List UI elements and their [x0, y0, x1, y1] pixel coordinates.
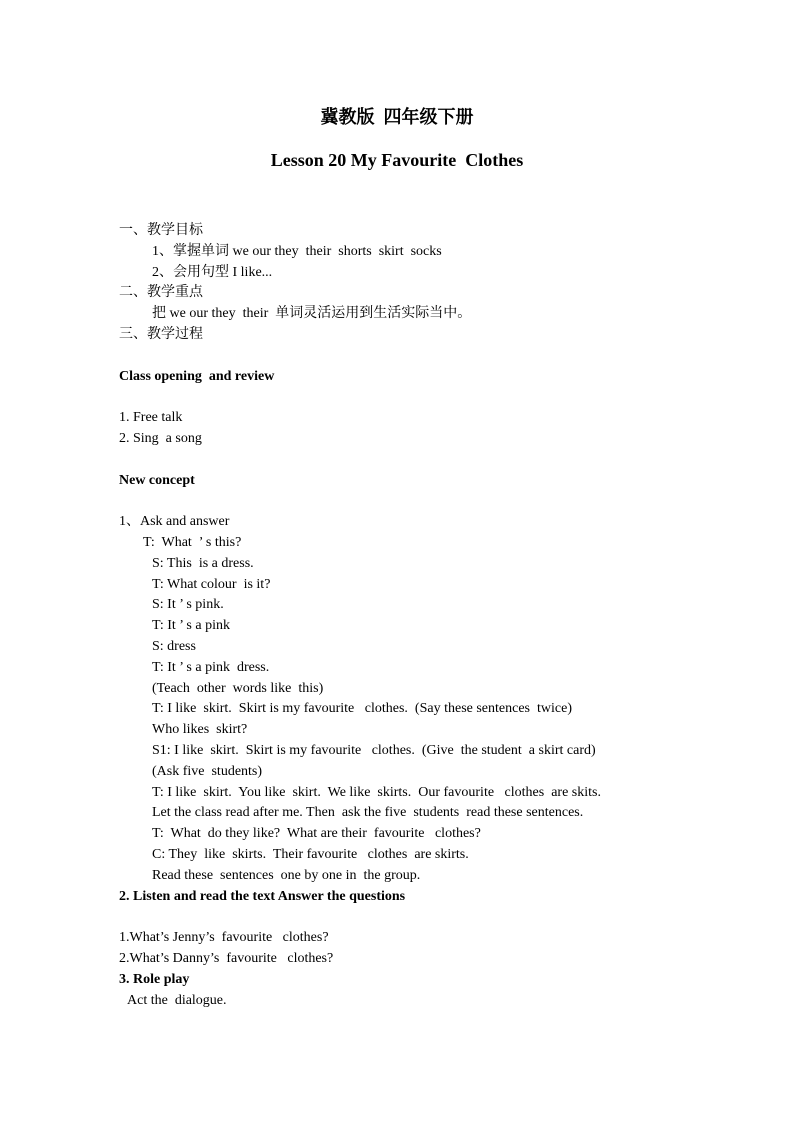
- objective-2: 2、会用句型 I like...: [152, 265, 273, 280]
- dialogue-line: T: I like skirt. You like skirt. We like skirts. Our favourite clothes are skits.: [152, 785, 601, 800]
- dialogue-line: T: It ’ s a pink: [152, 618, 230, 633]
- document-title: 冀教版 四年级下册: [320, 107, 474, 127]
- dialogue-line: S1: I like skirt. Skirt is my favourite clothes. (Give the student a skirt card): [152, 743, 596, 758]
- dialogue-line: T: I like skirt. Skirt is my favourite clothes. (Say these sentences twice): [152, 701, 572, 716]
- dialogue-line: (Ask five students): [152, 764, 263, 779]
- subheading-class-opening: Class opening and review: [119, 369, 275, 384]
- step-free-talk: 1. Free talk: [119, 410, 183, 425]
- dialogue-line: T: It ’ s a pink dress.: [152, 660, 270, 675]
- dialogue-line: S: This is a dress.: [152, 556, 254, 571]
- dialogue-line: S: dress: [152, 639, 196, 654]
- dialogue-line: S: It ’ s pink.: [152, 597, 224, 612]
- section-heading-objectives: 一、教学目标: [119, 223, 203, 238]
- dialogue-line: T: What ’ s this?: [143, 535, 242, 550]
- subheading-new-concept: New concept: [119, 473, 195, 488]
- subheading-listen-read: 2. Listen and read the text Answer the questions: [119, 889, 406, 904]
- dialogue-line: C: They like skirts. Their favourite clothes are skirts.: [152, 847, 469, 862]
- dialogue-line: Who likes skirt?: [152, 722, 248, 737]
- section-heading-process: 三、教学过程: [119, 327, 203, 342]
- section-heading-key-points: 二、教学重点: [119, 285, 203, 300]
- subheading-role-play: 3. Role play: [119, 972, 190, 987]
- dialogue-line: T: What do they like? What are their favourite clothes?: [152, 826, 481, 841]
- step-sing-song: 2. Sing a song: [119, 431, 202, 446]
- objective-1: 1、掌握单词 we our they their shorts skirt socks: [152, 244, 442, 259]
- dialogue-line: Let the class read after me. Then ask the five students read these sentences.: [152, 805, 584, 820]
- question-2: 2.What’s Danny’s favourite clothes?: [119, 951, 334, 966]
- dialogue-line: T: What colour is it?: [152, 577, 271, 592]
- dialogue-line: (Teach other words like this): [152, 681, 324, 696]
- key-point-text: 把 we our they their 单词灵活运用到生活实际当中。: [152, 306, 472, 321]
- dialogue-line: Read these sentences one by one in the group.: [152, 868, 421, 883]
- question-1: 1.What’s Jenny’s favourite clothes?: [119, 930, 329, 945]
- step-ask-answer: 1、Ask and answer: [119, 514, 230, 529]
- role-play-instruction: Act the dialogue.: [127, 993, 227, 1008]
- lesson-title: Lesson 20 My Favourite Clothes: [270, 150, 524, 170]
